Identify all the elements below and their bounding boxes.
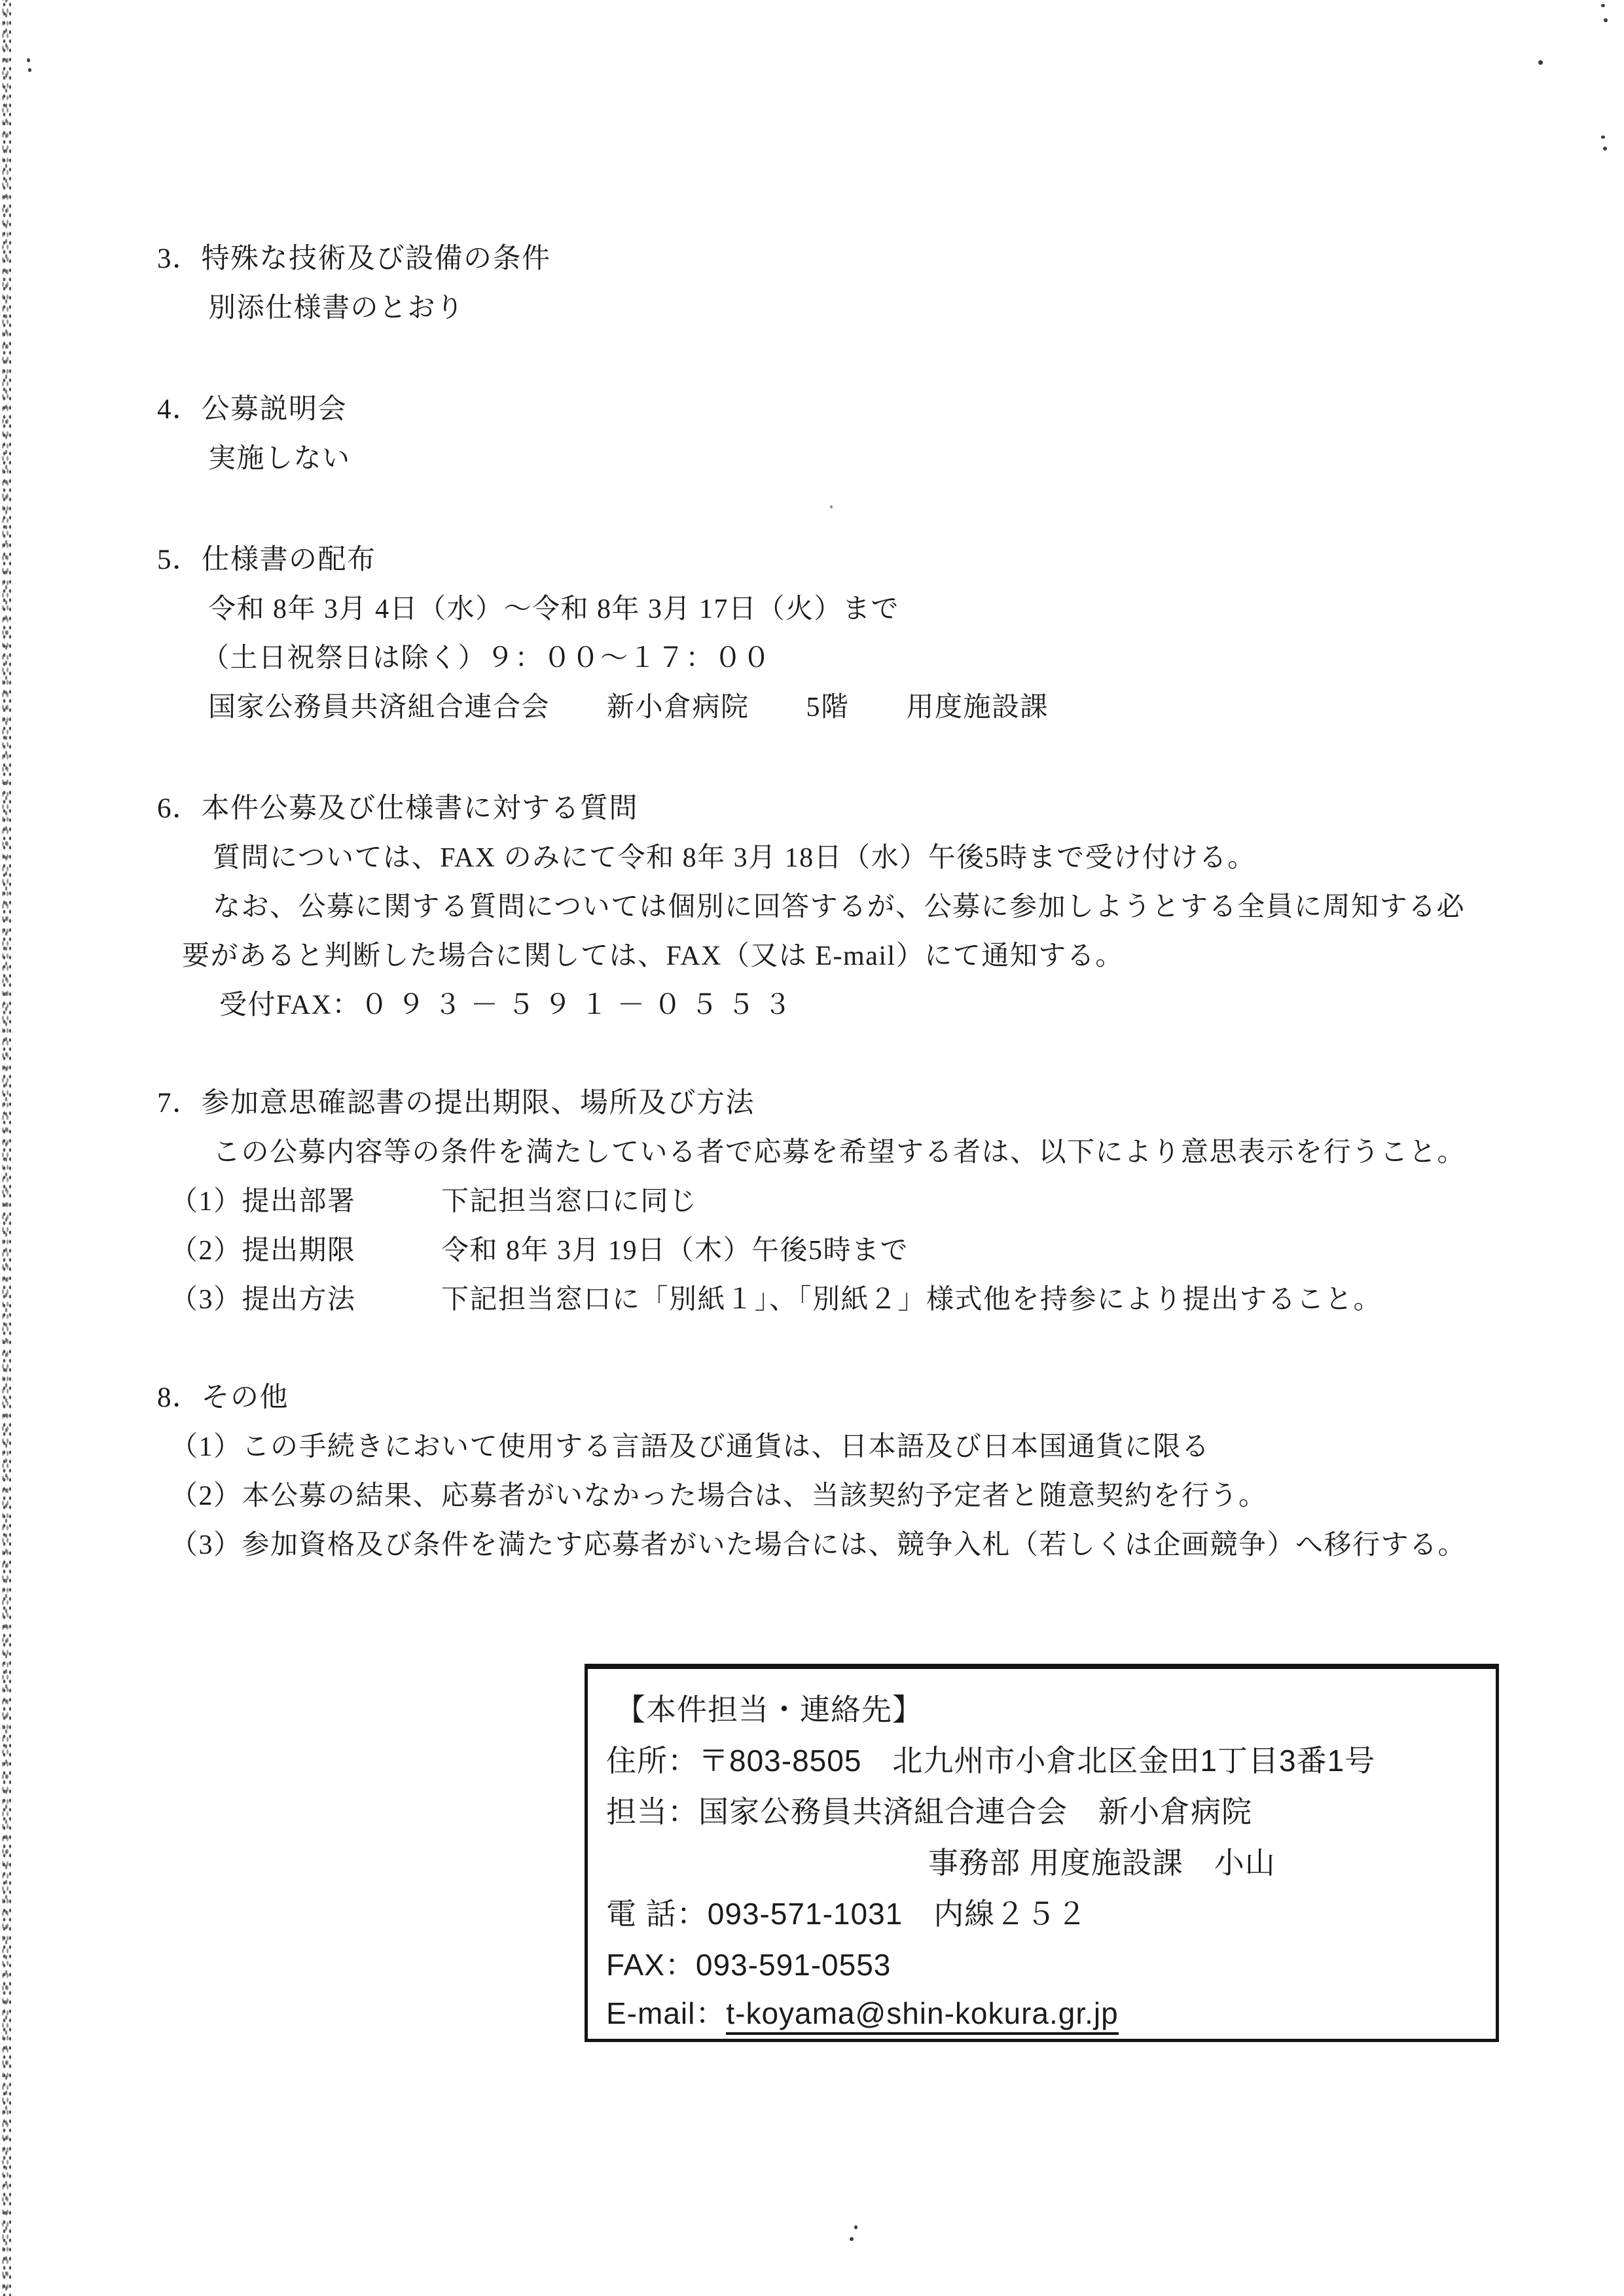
contact-staff: 担当：国家公務員共済組合連合会 新小倉病院	[606, 1795, 1252, 1829]
scan-speck	[27, 58, 30, 62]
section-3-line: 別添仕様書のとおり	[208, 293, 465, 323]
section-5-heading: 5．仕様書の配布	[157, 545, 376, 575]
contact-email-line	[606, 1994, 1119, 2033]
section-7-item-1: （1）提出部署 下記担当窓口に同じ	[170, 1187, 698, 1217]
section-7-item-2: （2）提出期限 令和 8年 3月 19日（木）午後5時まで	[170, 1236, 909, 1266]
section-6-fax-line	[219, 987, 801, 1024]
section-6-line-3: 要があると判断した場合に関しては、FAX（又は E-mail）にて通知する。	[182, 941, 1124, 971]
scan-speck	[1601, 135, 1605, 139]
contact-staff-dept: 事務部 用度施設課 小山	[928, 1846, 1276, 1880]
fax-number: ０９３－５９１－０５５３	[360, 990, 801, 1020]
fax-label: 受付FAX：	[219, 990, 361, 1020]
section-6-line-2: なお、公募に関する質問については個別に回答するが、公募に参加しようとする全員に周知する必	[213, 892, 1466, 922]
scan-speck	[28, 68, 31, 72]
contact-email-label: E-mail：	[606, 1996, 727, 2030]
section-5-hours: （土日祝祭日は除く）９：００～１７：００	[202, 643, 772, 673]
scan-noise-band	[0, 0, 11, 2296]
scan-speck	[850, 2237, 854, 2241]
contact-email-address: t-koyama@shin-kokura.gr.jp	[726, 1996, 1118, 2035]
section-8-item-3: （3）参加資格及び条件を満たす応募者がいた場合には、競争入札（若しくは企画競争）へ移行する。	[170, 1530, 1467, 1560]
section-8-item-1: （1）この手続きにおいて使用する言語及び通貨は、日本語及び日本国通貨に限る	[170, 1432, 1210, 1462]
section-4-heading: 4．公募説明会	[157, 394, 347, 425]
section-3-heading: 3．特殊な技術及び設備の条件	[157, 243, 551, 274]
section-7-item-3: （3）提出方法 下記担当窓口に「別紙１」、「別紙２」様式他を持参により提出すること。	[170, 1285, 1382, 1315]
section-5-distribution-period: 令和 8年 3月 4日（水）～令和 8年 3月 17日（火）まで	[208, 594, 900, 624]
section-7-intro: この公募内容等の条件を満たしている者で応募を希望する者は、以下により意思表示を行うこと。	[213, 1138, 1466, 1168]
scan-speck	[1604, 18, 1608, 22]
scan-speck	[1603, 147, 1607, 151]
contact-fax: FAX：093-591-0553	[606, 1948, 892, 1982]
contact-box	[585, 1664, 1499, 2042]
scan-speck	[1538, 60, 1543, 65]
section-7-heading: 7．参加意思確認書の提出期限、場所及び方法	[157, 1088, 755, 1119]
scan-speck	[830, 505, 833, 509]
section-5-location: 国家公務員共済組合連合会 新小倉病院 5階 用度施設課	[208, 692, 1049, 723]
section-6-line-1: 質問については、FAX のみにて令和 8年 3月 18日（水）午後5時まで受け付ける。	[213, 843, 1256, 873]
scan-speck	[854, 2225, 857, 2229]
section-4-line: 実施しない	[208, 444, 351, 474]
section-6-heading: 6．本件公募及び仕様書に対する質問	[157, 793, 638, 824]
contact-phone: 電 話：093-571-1031 内線２５２	[606, 1897, 1088, 1931]
section-8-heading: 8．その他	[157, 1382, 289, 1413]
contact-address: 住所：〒803-8505 北九州市小倉北区金田1丁目3番1号	[606, 1744, 1376, 1778]
scan-speck	[1601, 4, 1605, 7]
contact-box-title: 【本件担当・連絡先】	[615, 1693, 923, 1727]
section-8-item-2: （2）本公募の結果、応募者がいなかった場合は、当該契約予定者と随意契約を行う。	[170, 1481, 1267, 1511]
